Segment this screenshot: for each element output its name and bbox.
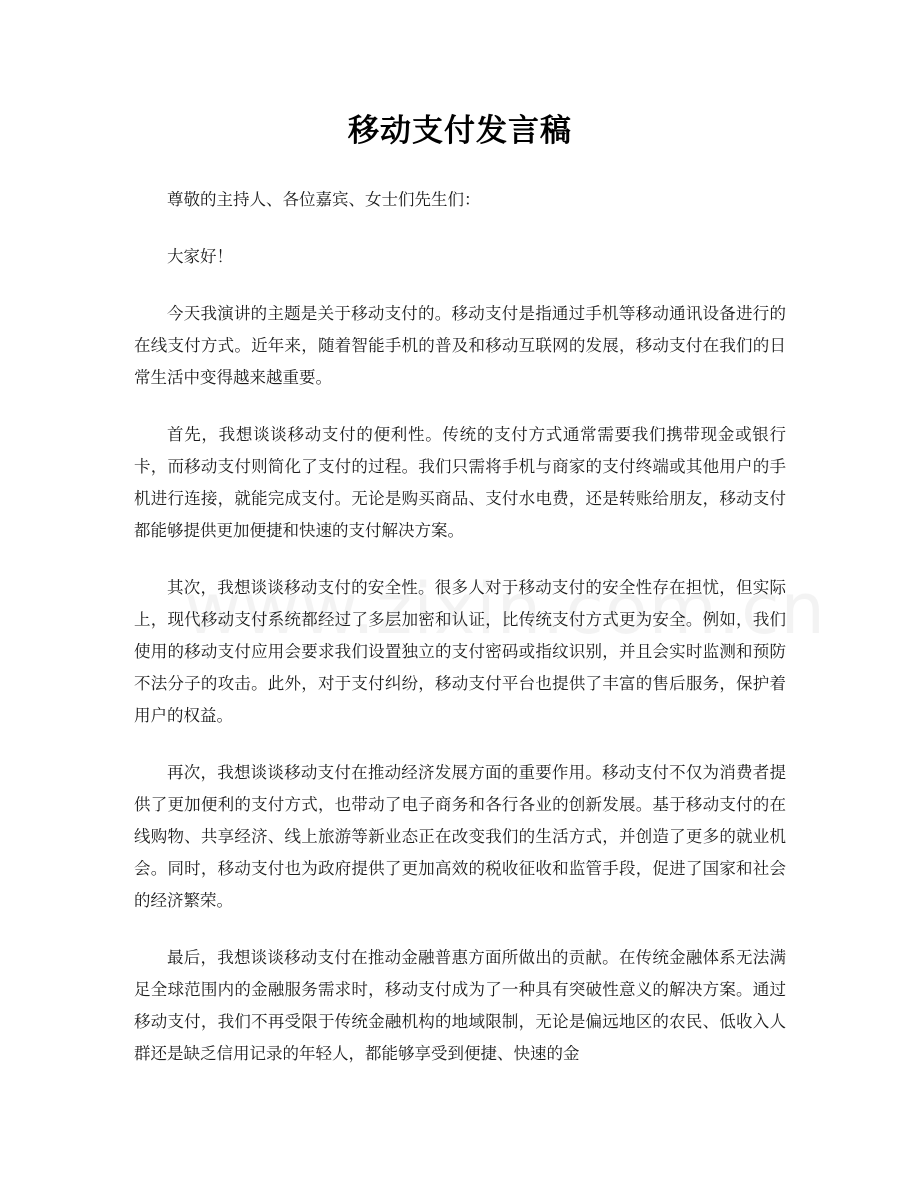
intro-paragraph: 今天我演讲的主题是关于移动支付的。移动支付是指通过手机等移动通讯设备进行的在线支付方式。近年来，随着智能手机的普及和移动互联网的发展，移动支付在我们的日常生活中变得越来越重要。 [134,304,786,387]
security-paragraph: 其次，我想谈谈移动支付的安全性。很多人对于移动支付的安全性存在担忧，但实际上，现代移动支付系统都经过了多层加密和认证，比传统支付方式更为安全。例如，我们使用的移动支付应用会要求我们设置独立的支付密码或指纹识别，并且会实时监测和预防不法分子的攻击。此外，对于支付纠纷，移动支付平台也提供了丰富的售后服务，保护着用户的权益。 [134,578,786,725]
document-body [134,184,786,1095]
economy-paragraph: 再次，我想谈谈移动支付在推动经济发展方面的重要作用。移动支付不仅为消费者提供了更加便利的支付方式，也带动了电子商务和各行各业的创新发展。基于移动支付的在线购物、共享经济、线上旅游等新业态正在改变我们的生活方式，并创造了更多的就业机会。同时，移动支付也为政府提供了更加高效的税收征收和监管手段，促进了国家和社会的经济繁荣。 [134,763,786,910]
document-title: 移动支付发言稿 [348,113,572,149]
salutation-paragraph: 尊敬的主持人、各位嘉宾、女士们先生们： [167,190,481,209]
greeting-paragraph: 大家好！ [167,247,233,266]
convenience-paragraph: 首先，我想谈谈移动支付的便利性。传统的支付方式通常需要我们携带现金或银行卡，而移动支付则简化了支付的过程。我们只需将手机与商家的支付终端或其他用户的手机进行连接，就能完成支付。无论是购买商品、支付水电费，还是转账给朋友，移动支付都能够提供更加便捷和快速的支付解决方案。 [134,425,786,540]
inclusion-paragraph: 最后，我想谈谈移动支付在推动金融普惠方面所做出的贡献。在传统金融体系无法满足全球范围内的金融服务需求时，移动支付成为了一种具有突破性意义的解决方案。通过移动支付，我们不再受限于传统金融机构的地域限制，无论是偏远地区的农民、低收入人群还是缺乏信用记录的年轻人，都能够享受到便捷、快速的金 [134,948,786,1063]
